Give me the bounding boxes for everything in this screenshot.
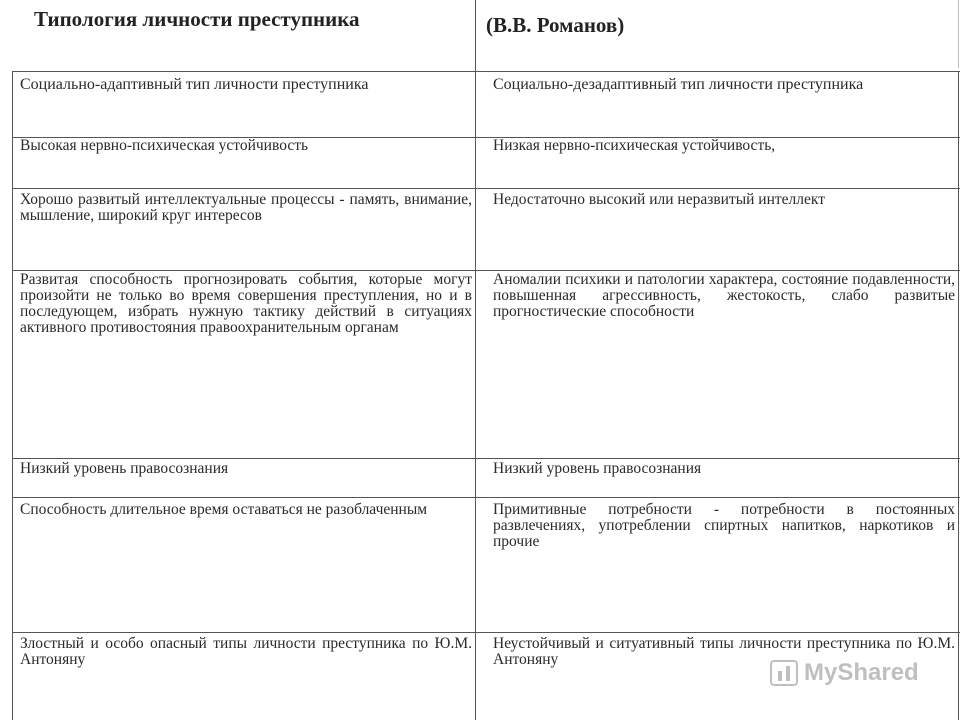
table-cell-left: Развитая способность прогнозировать события, которые могут произойти не только во время совершения преступления, но и в последующем, избрать нужную тактику действий в ситуациях активного противостояния правоохранительным органам	[20, 271, 472, 336]
table-cell-right: Низкая нервно-психическая устойчивость,	[493, 137, 776, 154]
table-divider	[475, 0, 476, 720]
table-cell-left: Злостный и особо опасный типы личности преступника по Ю.М. Антоняну	[20, 635, 472, 668]
table-cell-right: Низкий уровень правосознания	[493, 460, 702, 477]
table-cell-left: Хорошо развитый интеллектуальные процессы - память, внимание, мышление, широкий круг интересов	[20, 191, 472, 224]
table-border-left	[12, 71, 13, 720]
table-cell-left: Способность длительное время оставаться не разоблаченным	[20, 501, 428, 518]
table-cell-left: Низкий уровень правосознания	[20, 460, 229, 477]
table-cell-right: Аномалии психики и патологии характера, состояние подавленности, повышенная агрессивность, жестокость, слабо развитые прогностические способности	[493, 271, 955, 320]
table-cell-left: Высокая нервно-психическая устойчивость	[20, 137, 309, 154]
table-cell-right: Неустойчивый и ситуативный типы личности преступника по Ю.М. Антоняну	[493, 635, 955, 668]
table-cell-right: Недостаточно высокий или неразвитый интеллект	[493, 191, 825, 208]
table-rule	[12, 497, 960, 498]
bar-chart-icon	[770, 660, 798, 686]
watermark	[770, 656, 919, 690]
page-title: Типология личности преступника	[34, 7, 360, 31]
column-header-adaptive: Социально-адаптивный тип личности преступника	[20, 76, 369, 93]
table-rule	[12, 188, 960, 189]
column-header-disadaptive: Социально-дезадаптивный тип личности преступника	[493, 76, 864, 93]
watermark-text: MyShared	[804, 659, 919, 686]
table-rule	[12, 71, 960, 72]
table-border-right	[958, 71, 959, 720]
table-rule	[12, 632, 960, 633]
author-label: (В.В. Романов)	[486, 13, 625, 37]
table-cell-right: Примитивные потребности - потребности в постоянных развлечениях, употреблении спиртных напитков, наркотиков и прочие	[493, 501, 955, 550]
table-rule	[12, 458, 960, 459]
